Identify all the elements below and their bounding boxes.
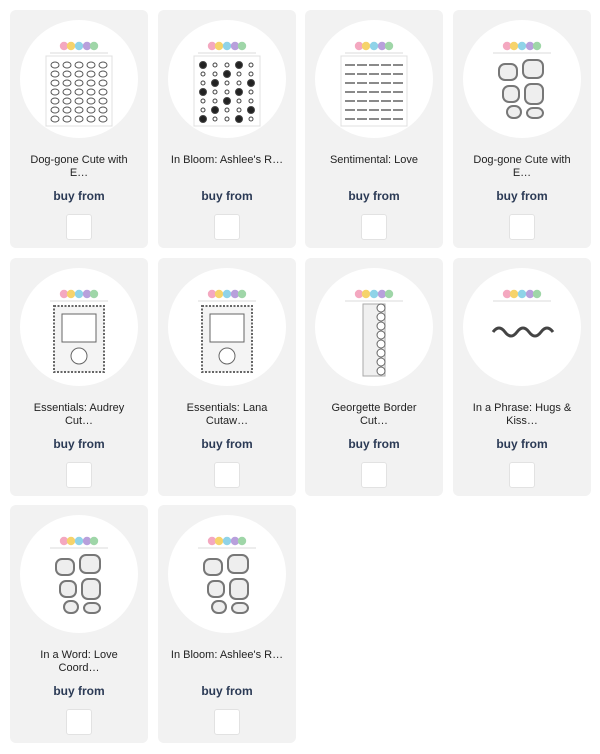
store-logo-button[interactable]	[66, 709, 92, 735]
product-card[interactable]	[453, 258, 591, 496]
buy-from-label: buy from	[496, 189, 548, 203]
store-logo-button[interactable]	[361, 462, 387, 488]
product-card[interactable]	[305, 258, 443, 496]
product-image[interactable]	[20, 515, 138, 633]
product-image[interactable]	[463, 20, 581, 138]
product-image[interactable]	[315, 20, 433, 138]
product-card[interactable]	[305, 10, 443, 248]
store-logo-button[interactable]	[214, 214, 240, 240]
lana-die-thumbnail	[168, 268, 286, 386]
product-image[interactable]	[20, 268, 138, 386]
buy-from-label: buy from	[201, 189, 253, 203]
store-logo-button[interactable]	[66, 214, 92, 240]
phrase-die-thumbnail	[463, 268, 581, 386]
product-image[interactable]	[463, 268, 581, 386]
product-card[interactable]	[158, 505, 296, 743]
audrey-die-thumbnail	[20, 268, 138, 386]
product-title[interactable]: Sentimental: Love	[329, 154, 419, 166]
product-card[interactable]	[10, 505, 148, 743]
store-logo-button[interactable]	[66, 462, 92, 488]
dog-stamp-set-thumbnail	[20, 20, 138, 138]
buy-from-label: buy from	[53, 189, 105, 203]
product-card[interactable]	[158, 10, 296, 248]
buy-from-label: buy from	[53, 437, 105, 451]
product-card[interactable]	[453, 10, 591, 248]
store-logo-button[interactable]	[509, 214, 535, 240]
product-title[interactable]: Dog-gone Cute with E…	[473, 154, 571, 179]
product-title[interactable]: In a Word: Love Coord…	[40, 649, 118, 674]
product-card[interactable]	[10, 258, 148, 496]
store-logo-button[interactable]	[361, 214, 387, 240]
product-image[interactable]	[168, 20, 286, 138]
bloom-dies-thumbnail	[168, 515, 286, 633]
product-title[interactable]: In a Phrase: Hugs & Kiss…	[472, 402, 572, 427]
store-logo-button[interactable]	[214, 462, 240, 488]
buy-from-label: buy from	[348, 189, 400, 203]
bloom-stamp-set-thumbnail	[168, 20, 286, 138]
product-title[interactable]: Essentials: Audrey Cut…	[33, 402, 125, 427]
product-image[interactable]	[20, 20, 138, 138]
product-title[interactable]: In Bloom: Ashlee's R…	[170, 154, 284, 166]
buy-from-label: buy from	[496, 437, 548, 451]
product-title[interactable]: Essentials: Lana Cutaw…	[186, 402, 268, 427]
buy-from-label: buy from	[201, 437, 253, 451]
product-title[interactable]: Dog-gone Cute with E…	[30, 154, 128, 179]
product-title[interactable]: In Bloom: Ashlee's R…	[170, 649, 284, 661]
buy-from-label: buy from	[201, 684, 253, 698]
sentiment-stamp-set-thumbnail	[315, 20, 433, 138]
buy-from-label: buy from	[53, 684, 105, 698]
product-card[interactable]	[10, 10, 148, 248]
buy-from-label: buy from	[348, 437, 400, 451]
product-image[interactable]	[168, 515, 286, 633]
love-word-die-thumbnail	[20, 515, 138, 633]
dog-dies-thumbnail	[463, 20, 581, 138]
store-logo-button[interactable]	[509, 462, 535, 488]
border-die-thumbnail	[315, 268, 433, 386]
product-card[interactable]	[158, 258, 296, 496]
product-image[interactable]	[168, 268, 286, 386]
store-logo-button[interactable]	[214, 709, 240, 735]
product-title[interactable]: Georgette Border Cut…	[331, 402, 417, 427]
product-image[interactable]	[315, 268, 433, 386]
